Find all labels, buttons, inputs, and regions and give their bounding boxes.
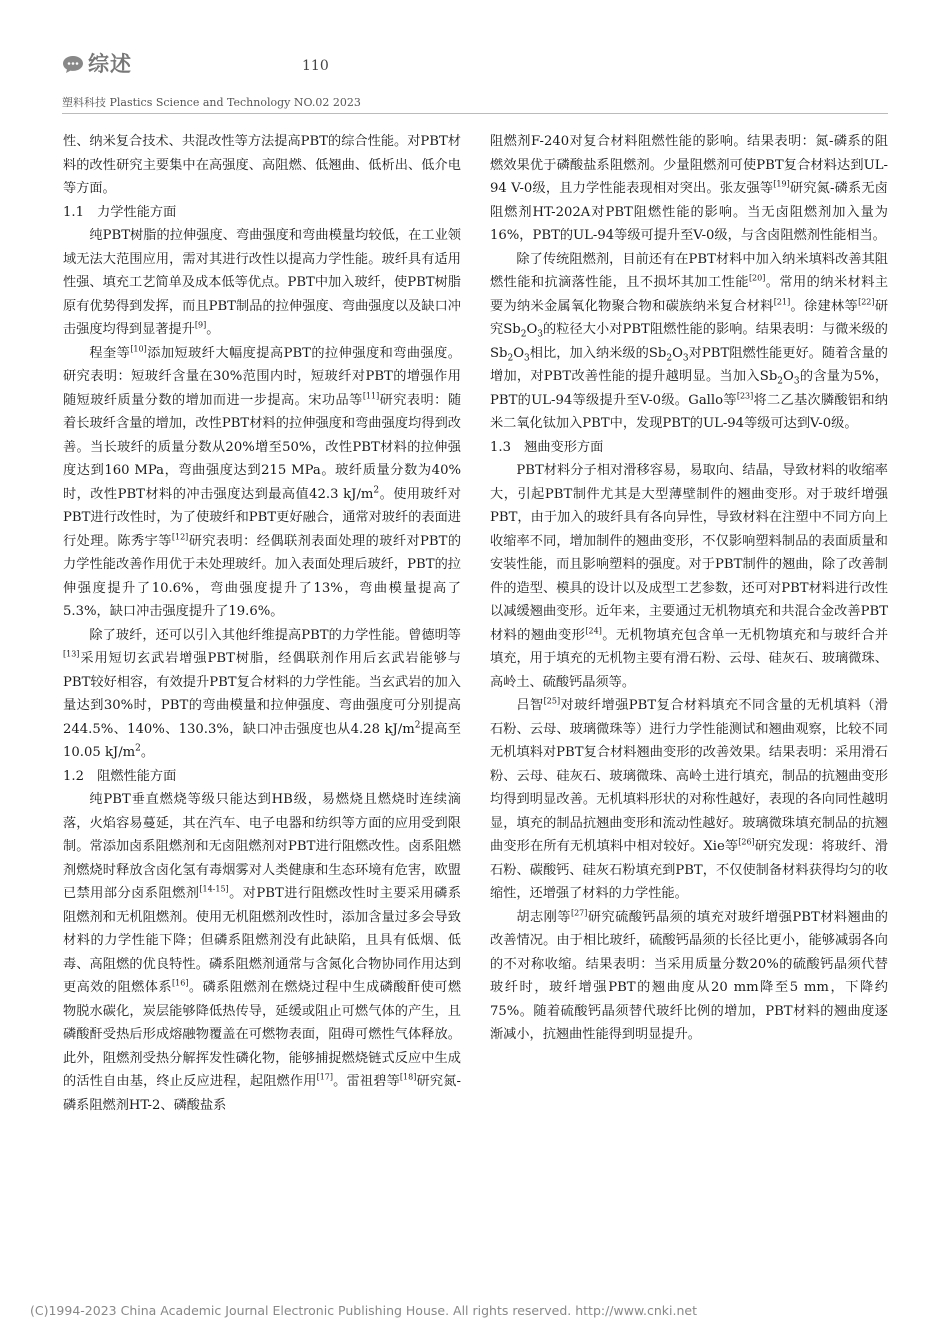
citation: [14-15] <box>199 884 229 894</box>
left-column <box>63 130 461 1117</box>
citation: [20] <box>748 273 766 283</box>
citation: [24] <box>585 626 602 636</box>
copyright-footer: (C)1994-2023 China Academic Journal Electronic Publishing House. All rights reserved. http://www.cnki.net <box>30 1303 697 1318</box>
journal-line: 塑料科技 Plastics Science and Technology NO.02 2023 <box>62 96 361 109</box>
citation: [12] <box>171 532 189 542</box>
citation: [21] <box>773 297 791 307</box>
paragraph: 纯PBT树脂的拉伸强度、弯曲强度和弯曲模量均较低，在工业领域无法大范围应用，需对其进行改性以提高力学性能。玻纤具有适用性强、填充工艺简单及成本低等优点。PBT中加入玻纤，使PBT树脂原有优势得到发挥，而且PBT制品的拉伸强度、弯曲强度以及缺口冲击强度均得到显著提升[9]。 <box>63 228 461 337</box>
paragraph: 纯PBT垂直燃烧等级只能达到HB级，易燃烧且燃烧时连续滴落，火焰容易蔓延，其在汽车、电子电器和纺织等方面的应用受到限制。常添加卤系阻燃剂和无卤阻燃剂对PBT进行阻燃改性。卤系阻燃剂燃烧时释放含卤化氢有毒烟雾对人类健康和生态环境有危害，欧盟已禁用部分卤系阻燃剂[14-15]。对PBT进行阻燃改性时主要采用磷系阻燃剂和无机阻燃剂。使用无机阻燃剂改性时，添加含量过多会导致材料的力学性能下降；但磷系阻燃剂没有此缺陷，且具有低烟、低毒、高阻燃的优良特性。磷系阻燃剂通常与含氮化合物协同作用达到更高效的阻燃体系[16]。磷系阻燃剂在燃烧过程中生成磷酸酐使可燃物脱水碳化，炭层能够降低热传导，延缓或阻止可燃气体的产生，且磷酸酐受热后形成熔融物覆盖在可燃物表面，阻碍可燃性气体释放。此外，阻燃剂受热分解挥发性磷化物，能够捕捉燃烧链式反应中生成的活性自由基，终止反应进程，起阻燃作用[17]。雷祖碧等[18]研究氮-磷系阻燃剂HT-2、磷酸盐系 <box>63 792 462 1113</box>
citation: [27] <box>570 908 588 918</box>
paragraph: 性、纳米复合技术、共混改性等方法提高PBT的综合性能。对PBT材料的改性研究主要集中在高强度、高阻燃、低翘曲、低析出、低介电等方面。 <box>63 134 461 196</box>
paragraph: 阻燃剂F-240对复合材料阻燃性能的影响。结果表明：氮-磷系的阻燃效果优于磷酸盐系阻燃剂。少量阻燃剂可使PBT复合材料达到UL-94 V-0级，且力学性能表现相对突出。张友强等[19]研究氮-磷系无卤阻燃剂HT-202A对PBT阻燃性能的影响。当无卤阻燃剂加入量为16%，PBT的UL-94等级可提升至V-0级，与含卤阻燃剂性能相当。 <box>490 134 888 243</box>
citation: [25] <box>543 696 561 706</box>
section-label: 综述 <box>88 52 132 76</box>
paragraph: 程奎等[10]添加短玻纤大幅度提高PBT的拉伸强度和弯曲强度。研究表明：短玻纤含量在30%范围内时，短玻纤对PBT的增强作用随短玻纤质量分数的增加而进一步提高。宋功品等[11]研究表明：随着长玻纤含量的增加，改性PBT材料的拉伸强度和弯曲强度均得到改善。当长玻纤的质量分数从20%增至50%，改性PBT材料的拉伸强度达到160 MPa，弯曲强度达到215 MPa。玻纤质量分数为40%时，改性PBT材料的冲击强度达到最高值42.3 $kJ/m^2$。使用玻纤对PBT进行改性时，为了使玻纤和PBT更好融合，通常对玻纤的表面进行处理。陈秀宇等[12]研究表明：经偶联剂表面处理的玻纤对PBT的力学性能改善作用优于未处理玻纤。加入表面处理后玻纤，PBT的拉伸强度提升了10.6%，弯曲强度提升了13%，弯曲模量提高了5.3%，缺口冲击强度提升了19.6%。 <box>63 344 462 619</box>
citation: [23] <box>736 391 754 401</box>
citation: [26] <box>738 837 755 847</box>
paragraph: 除了玻纤，还可以引入其他纤维提高PBT的力学性能。曾德明等[13]采用短切玄武岩增强PBT树脂，经偶联剂作用后玄武岩能够与PBT较好相容，有效提升PBT复合材料的力学性能。当玄武岩的加入量达到30%时，PBT的弯曲模量和拉伸强度、弯曲强度可分别提高244.5%、140%、130.3%，缺口冲击强度也从4.28 $kJ/m^2$提高至10.05 $kJ/m^2$。 <box>63 627 461 760</box>
paragraph: PBT材料分子相对滑移容易，易取向、结晶，导致材料的收缩率大，引起PBT制件尤其是大型薄壁制件的翘曲变形。对于玻纤增强PBT，由于加入的玻纤具有各向异性，导致材料在注塑中不同方向上收缩率不同，增加制件的翘曲变形，不仅影响塑料制品的表面质量和安装性能，而且影响塑料的强度。对于PBT制件的翘曲，除了改善制件的造型、模具的设计以及成型工艺参数，还可对PBT材料进行改性以减缓翘曲变形。近年来，主要通过无机物填充和共混合金改善PBT材料的翘曲变形[24]。无机物填充包含单一无机物填充和与玻纤合并填充，用于填充的无机物主要有滑石粉、云母、硅灰石、玻璃微珠、高岭土、硫酸钙晶须等。 <box>490 463 889 690</box>
speech-bubble-icon <box>62 54 84 74</box>
citation: [10] <box>130 344 147 354</box>
right-column <box>490 130 888 1047</box>
paragraph: 胡志刚等[27]研究硫酸钙晶须的填充对玻纤增强PBT材料翘曲的改善情况。由于相比玻纤，硫酸钙晶须的长径比更小，能够减弱各向的不对称收缩。结果表明：当采用质量分数20%的硫酸钙晶须代替玻纤时，玻纤增强PBT的翘曲度从20 mm降至5 mm，下降约75%。随着硫酸钙晶须替代玻纤比例的增加，PBT材料的翘曲度逐渐减小，抗翘曲性能得到明显提升。 <box>490 908 888 1042</box>
citation: [18] <box>399 1072 417 1082</box>
citation: [9] <box>194 320 207 330</box>
citation: [17] <box>316 1072 334 1082</box>
section-heading-1-3: 1.3 翘曲变形方面 <box>490 439 604 455</box>
citation: [13] <box>63 649 80 659</box>
citation: [19] <box>773 179 790 189</box>
citation: [22] <box>858 297 875 307</box>
section-heading-1-1: 1.1 力学性能方面 <box>63 204 177 220</box>
section-heading-1-2: 1.2 阻燃性能方面 <box>63 768 177 784</box>
paragraph: 除了传统阻燃剂，目前还有在PBT材料中加入纳米填料改善其阻燃性能和抗滴落性能，且不损坏其加工性能[20]。常用的纳米材料主要为纳米金属氧化物聚合物和碳族纳米复合材料[21]。徐建林等[22]研究$Sb_2O_3$的粒径大小对PBT阻燃性能的影响。结果表明：与微米级的$Sb_2O_3$相比，加入纳米级的$Sb_2O_3$对PBT阻燃性能更好。随着含量的增加，对PBT改善性能的提升越明显。当加入$Sb_2O_3$的含量为5%，PBT的UL-94等级提升至V-0级。Gallo等[23]将二乙基次膦酸铝和纳米二氧化钛加入PBT中，发现PBT的UL-94等级可达到V-0级。 <box>490 251 889 431</box>
header-rule <box>62 113 888 114</box>
page-number: 110 <box>302 58 329 74</box>
citation: [16] <box>172 978 189 988</box>
paragraph: 吕智[25]对玻纤增强PBT复合材料填充不同含量的无机填料（滑石粉、云母、玻璃微珠等）进行力学性能测试和翘曲观察，比较不同无机填料对PBT复合材料翘曲变形的改善效果。结果表明：采用滑石粉、云母、硅灰石、玻璃微珠、高岭土进行填充，制品的抗翘曲变形均得到明显改善。无机填料形状的对称性越好，表现的各向同性越明显，填充的制品抗翘曲变形和流动性越好。玻璃微珠填充制品的抗翘曲变形在所有无机填料中相对较好。Xie等[26]研究发现：将玻纤、滑石粉、碳酸钙、硅灰石粉填充到PBT，不仅使制备材料获得均匀的收缩性，还增强了材料的力学性能。 <box>490 696 888 901</box>
citation: [11] <box>362 391 380 401</box>
